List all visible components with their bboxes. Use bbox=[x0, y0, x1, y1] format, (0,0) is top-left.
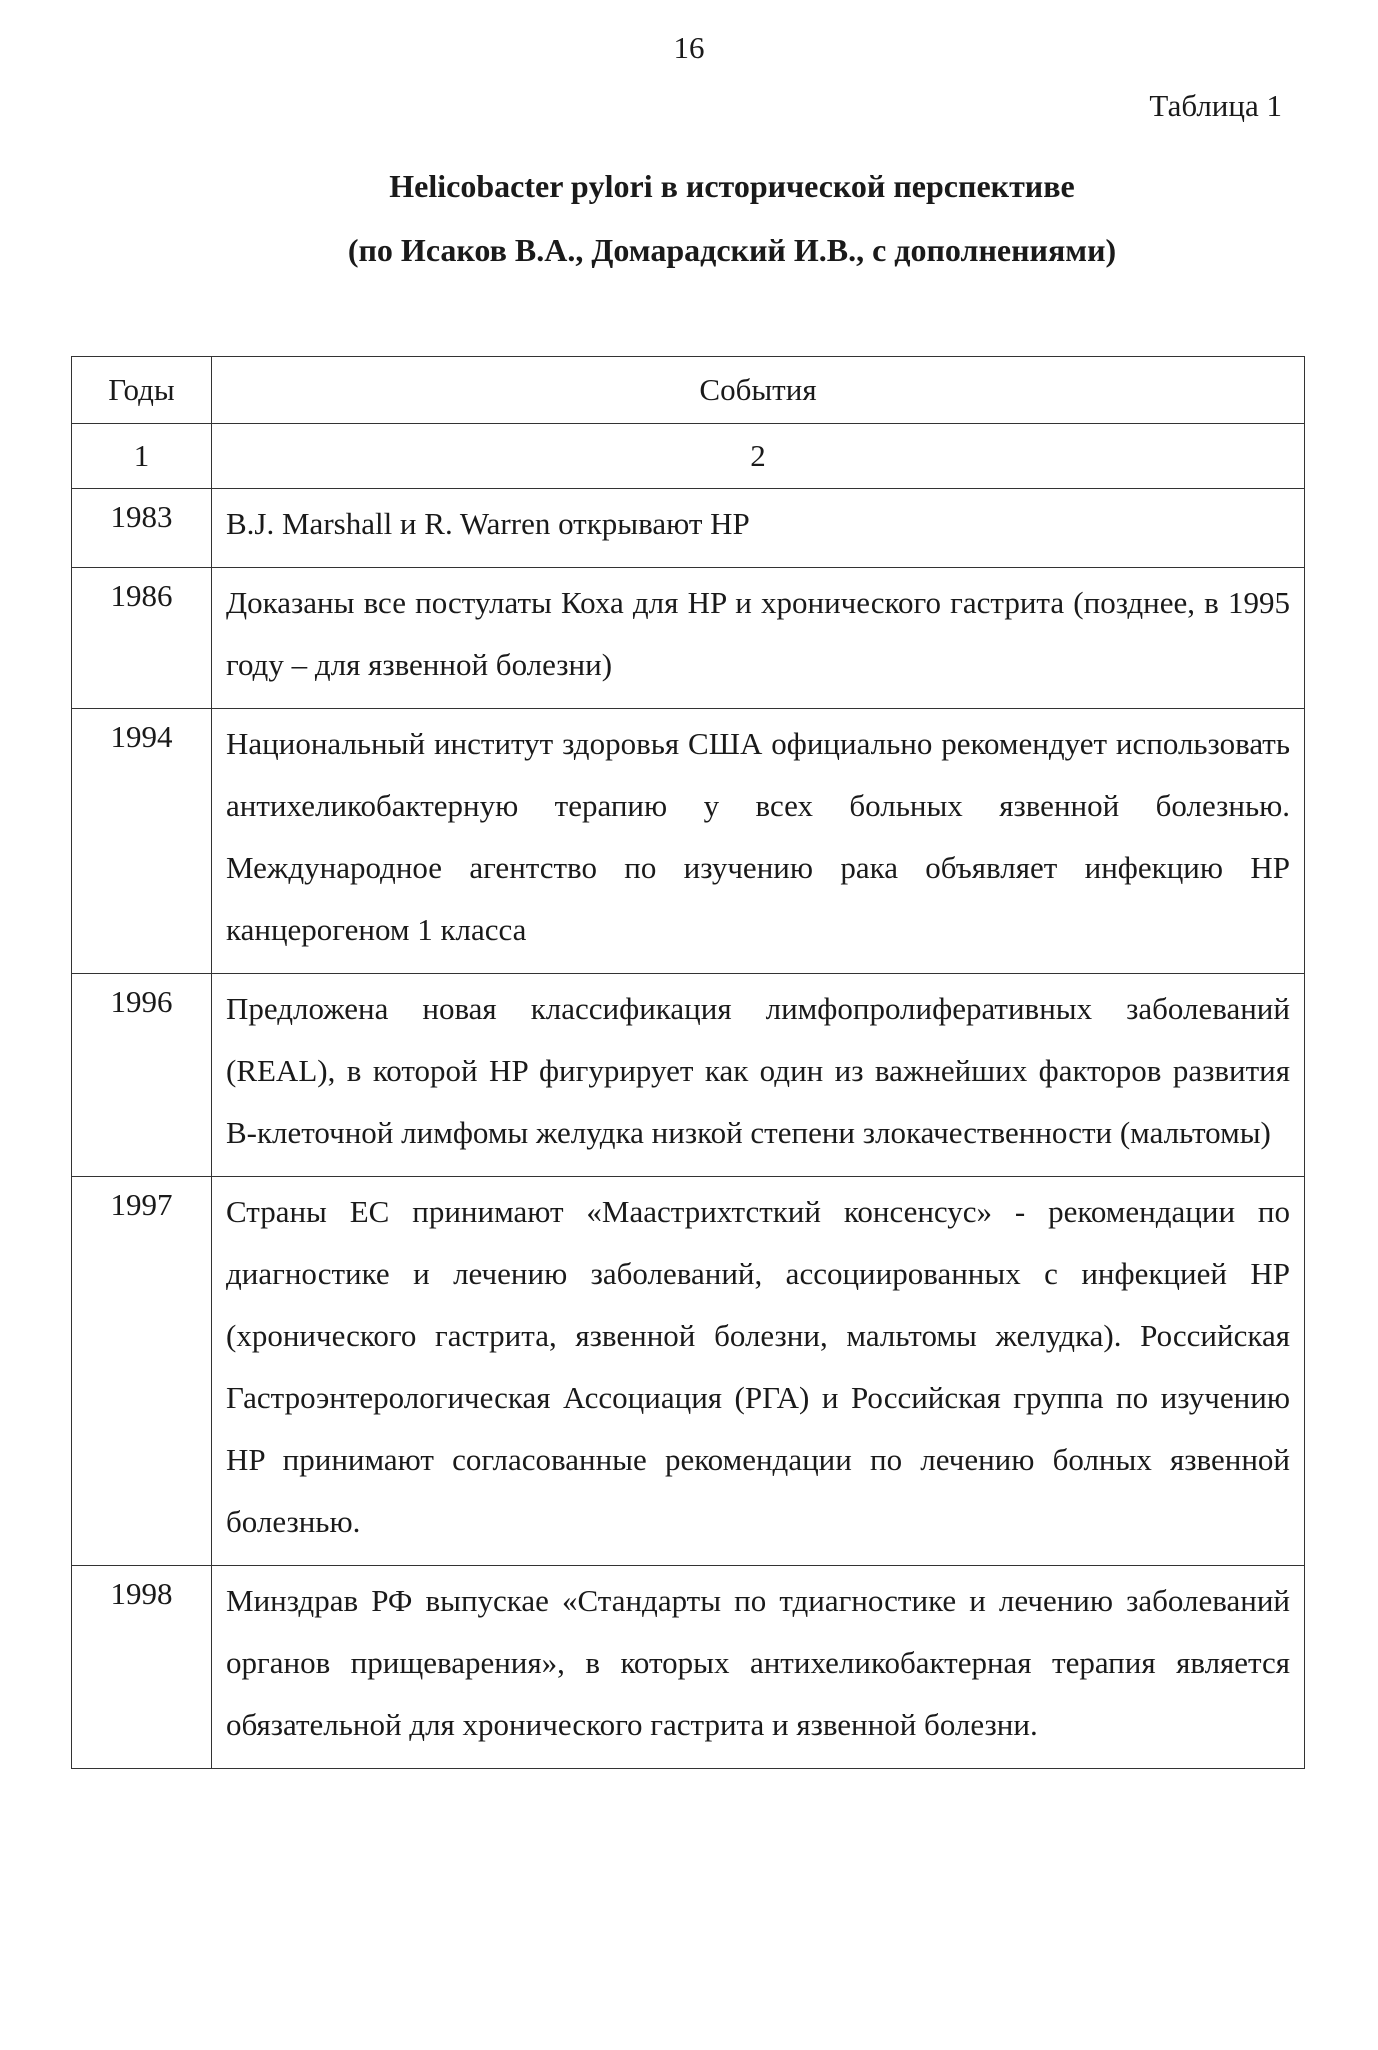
table-row bbox=[72, 709, 1305, 974]
event-cell: Предложена новая классификация лимфопролиферативных заболеваний (REAL), в которой HP фигурирует как один из важнейших факторов развития В-клеточной лимфомы желудка низкой степени злокачественности (мальтомы) bbox=[212, 974, 1305, 1177]
column-number-1: 1 bbox=[72, 424, 212, 489]
table-row bbox=[72, 489, 1305, 568]
header-events: События bbox=[212, 357, 1305, 424]
year-cell: 1998 bbox=[72, 1566, 212, 1769]
table-row bbox=[72, 974, 1305, 1177]
year-cell: 1996 bbox=[72, 974, 212, 1177]
event-cell: B.J. Marshall и R. Warren открывают HP bbox=[212, 489, 1305, 568]
table-row bbox=[72, 1177, 1305, 1566]
year-cell: 1997 bbox=[72, 1177, 212, 1566]
column-number-2: 2 bbox=[212, 424, 1305, 489]
table-row bbox=[72, 568, 1305, 709]
table-subtitle: (по Исаков В.А., Домарадский И.В., с дополнениями) bbox=[347, 232, 1117, 268]
event-cell: Минздрав РФ выпускае «Стандарты по тдиагностике и лечению заболеваний органов прищеварения», в которых антихеликобактерная терапия является обязательной для хронического гастрита и язвенной болезни. bbox=[212, 1566, 1305, 1769]
year-cell: 1983 bbox=[72, 489, 212, 568]
year-cell: 1994 bbox=[72, 709, 212, 974]
year-cell: 1986 bbox=[72, 568, 212, 709]
event-cell: Страны ЕС принимают «Маастрихтсткий консенсус» - рекомендации по диагностике и лечению заболеваний, ассоциированных с инфекцией HP (хронического гастрита, язвенной болезни, мальтомы желудка). Российская Гастроэнтерологическая Ассоциация (РГА) и Российская группа по изучению HP принимают согласованные рекомендации по лечению болных язвенной болезнью. bbox=[212, 1177, 1305, 1566]
page-number: 16 bbox=[673, 30, 705, 65]
table-label: Таблица 1 bbox=[1149, 88, 1282, 123]
header-years: Годы bbox=[72, 357, 212, 424]
column-number-row bbox=[72, 424, 1305, 489]
events-table bbox=[71, 356, 1305, 1769]
table-row bbox=[72, 1566, 1305, 1769]
table-title: Helicobacter pylori в исторической перспективе bbox=[389, 168, 1075, 204]
event-cell: Доказаны все постулаты Коха для HP и хронического гастрита (позднее, в 1995 году – для язвенной болезни) bbox=[212, 568, 1305, 709]
event-cell: Национальный институт здоровья США официально рекомендует использовать антихеликобактерную терапию у всех больных язвенной болезнью. Международное агентство по изучению рака объявляет инфекцию HP канцерогеном 1 класса bbox=[212, 709, 1305, 974]
table-header-row bbox=[72, 357, 1305, 424]
